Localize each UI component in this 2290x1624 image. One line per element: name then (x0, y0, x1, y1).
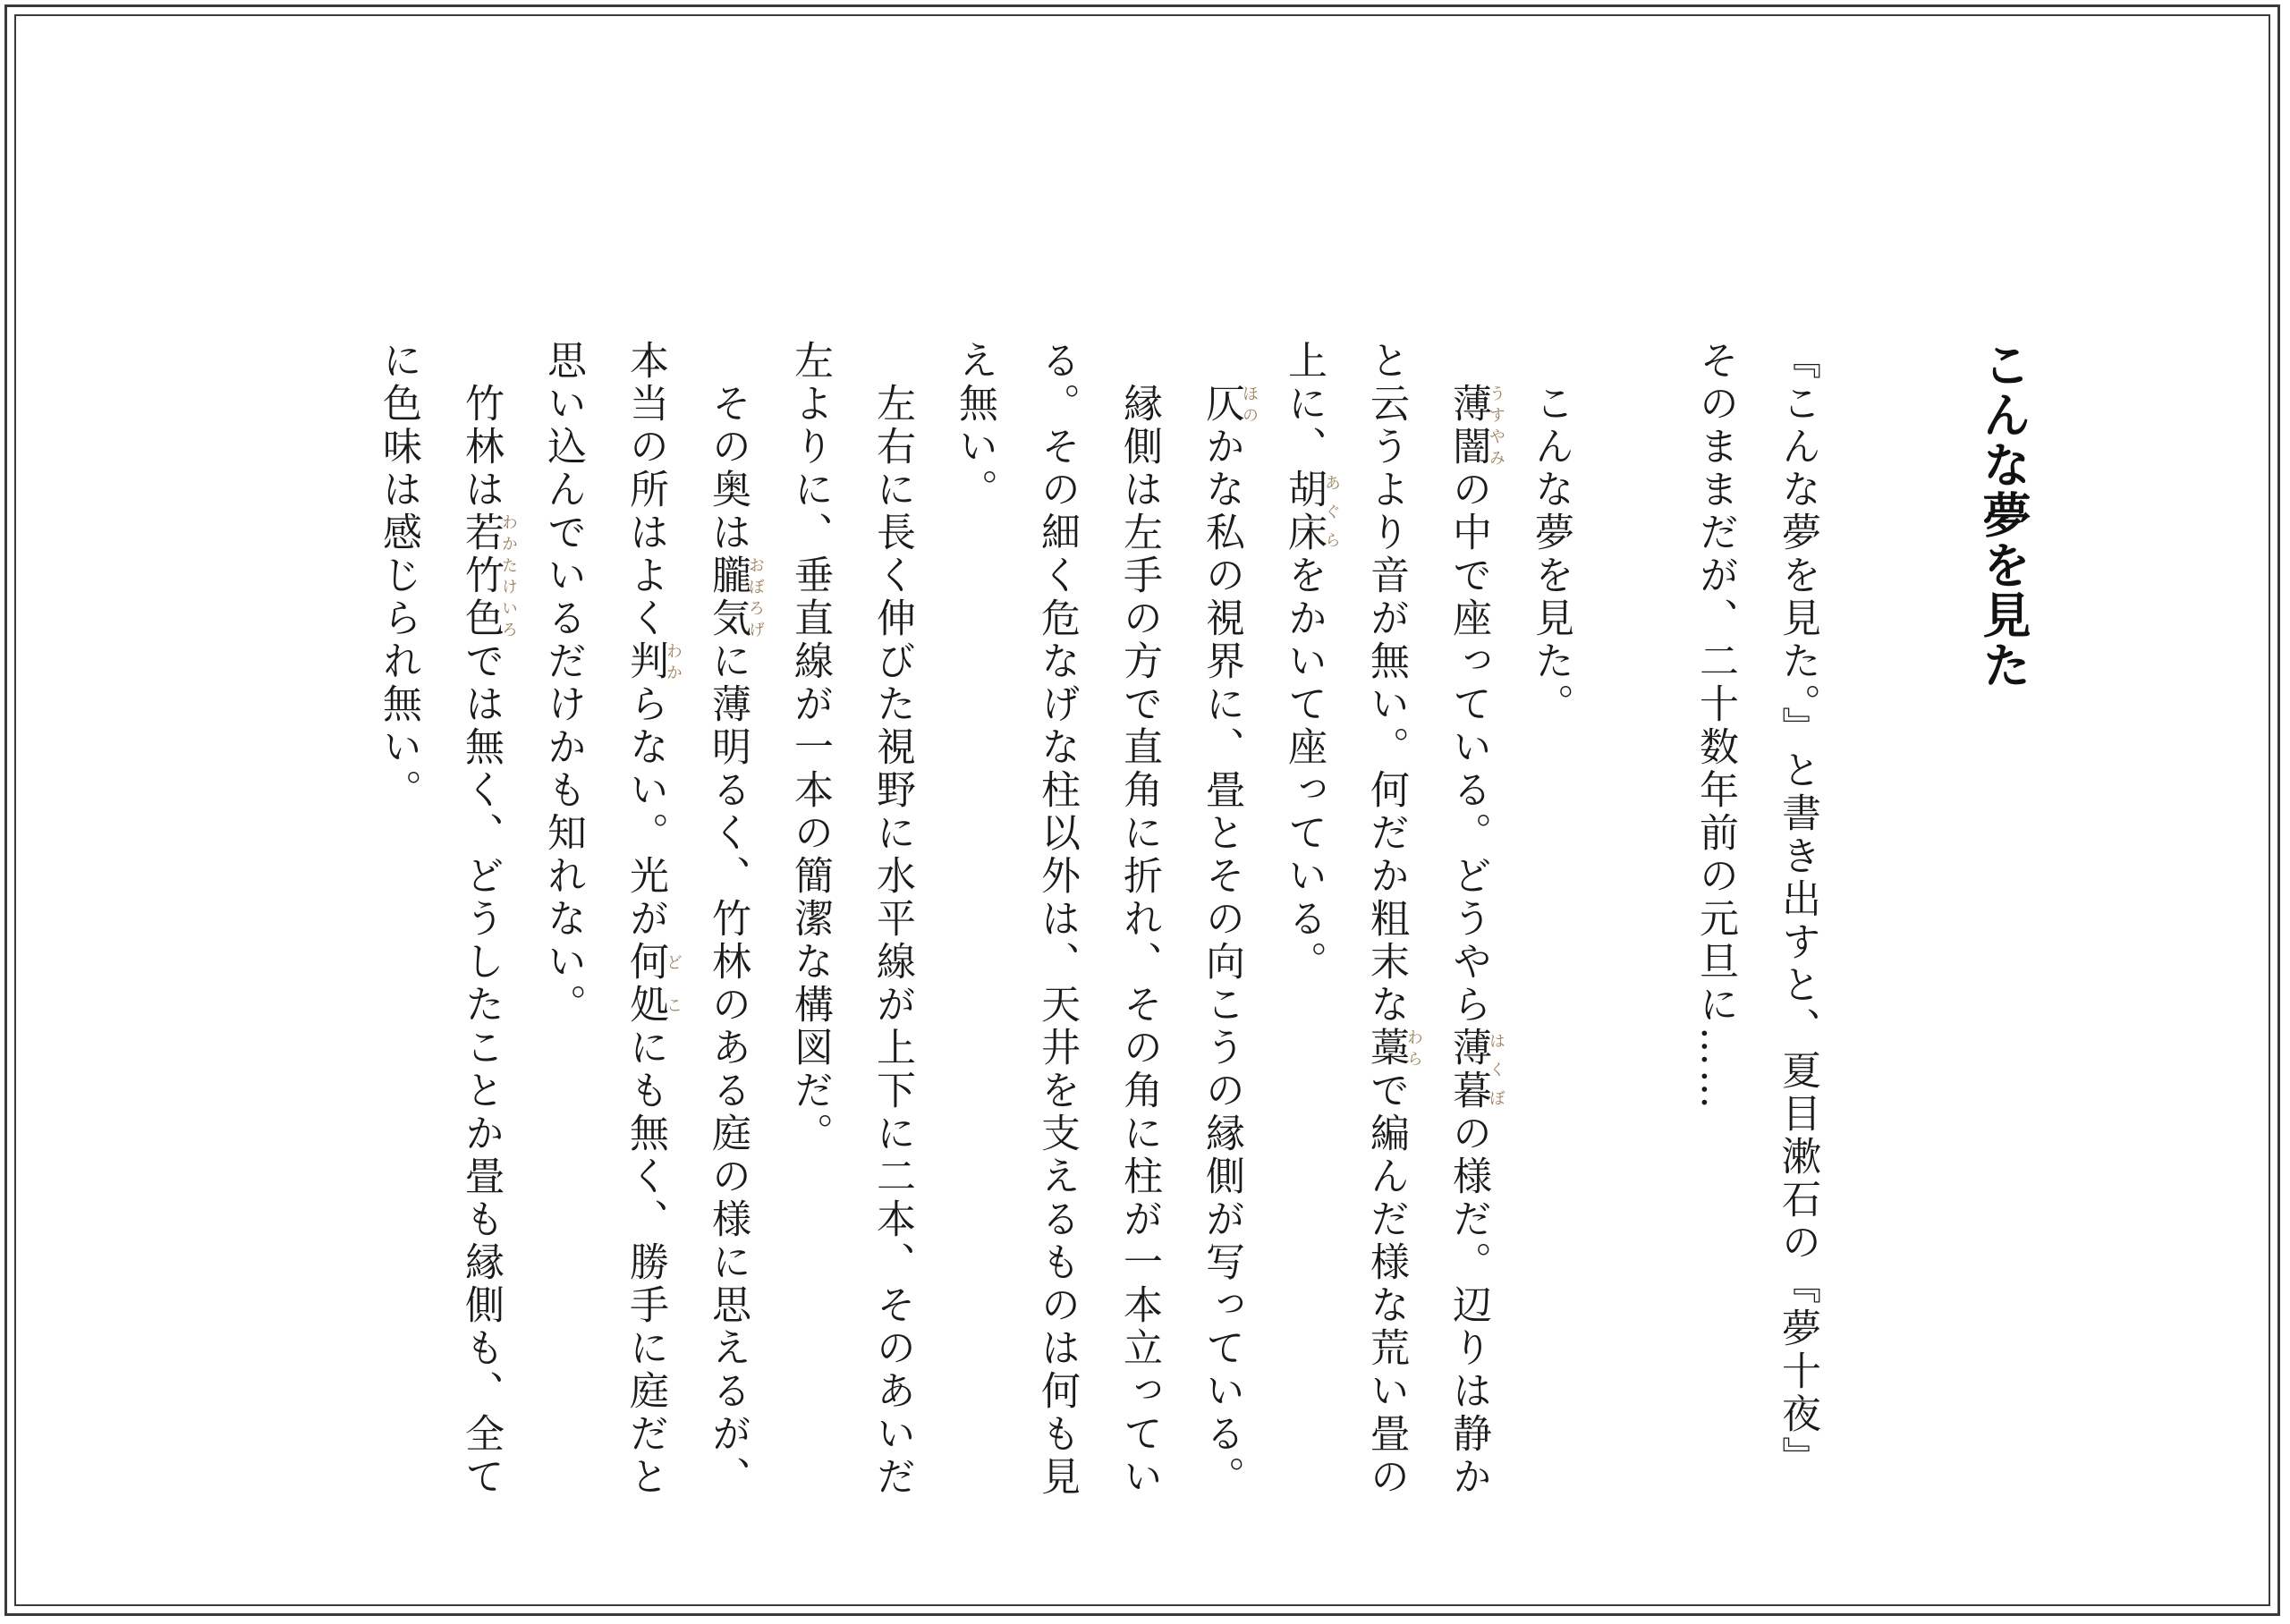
body-paragraph (1180, 340, 1262, 1502)
text-run: に薄明るく、竹林のある庭の様に思えるが、本当の所はよく (623, 340, 751, 1499)
furigana: どこ (664, 941, 683, 1027)
body-paragraph (1509, 340, 1591, 1502)
ruby-word: 仄ほの (1199, 383, 1259, 426)
text-run: 竹林は (458, 383, 504, 512)
body-paragraph (768, 340, 933, 1502)
text-run: で編んだ様な荒い畳の上に、 (1281, 340, 1409, 1499)
ruby-word: 若竹色わかたけいろ (458, 512, 518, 640)
text-run: にも無く、勝手に庭だと思い込んでいるだけかも知れない。 (540, 340, 668, 1499)
body-paragraph (1262, 340, 1509, 1502)
ruby-word: 藁わら (1363, 1027, 1423, 1070)
body-paragraph (522, 340, 768, 1502)
furigana: はくぼ (1487, 1027, 1505, 1112)
page-title: こんな夢を見た (1975, 340, 2032, 690)
ruby-word: 胡床あぐら (1281, 469, 1341, 554)
ruby-word: 薄暮はくぼ (1446, 1027, 1505, 1112)
body-paragraph (933, 340, 1180, 1502)
ruby-word: 何処どこ (623, 941, 683, 1027)
text-run: かな私の視界に、畳とその向こうの縁側が写っている。 (1199, 426, 1244, 1499)
ruby-word: 朧気おぼろげ (705, 554, 765, 640)
text-run: 縁側は左手の方で直角に折れ、その角に柱が一本立っている。その細く危なげな柱以外は、天井を支えるものは何も見え無い。 (952, 340, 1162, 1499)
vertical-text-page (268, 340, 2040, 1502)
intro-line-1: 『こんな夢を見た。』と書き出すと、夏目漱石の『夢十夜』 (1775, 340, 1820, 1479)
text-run: その奥は (705, 383, 751, 554)
furigana: わか (664, 640, 683, 683)
furigana: おぼろげ (746, 554, 765, 640)
ruby-word: 薄闇うすやみ (1446, 383, 1505, 469)
text-run: では無く、どうしたことか畳も縁側も、全てに色味は感じられ無い。 (376, 340, 504, 1499)
furigana: あぐら (1322, 469, 1341, 554)
body-text (357, 340, 1591, 1502)
text-run: の様だ。辺りは静かと云うより音が無い。何だか粗末な (1363, 340, 1491, 1499)
furigana: わら (1404, 1027, 1423, 1070)
furigana: ほの (1240, 383, 1259, 426)
text-run: 左右に長く伸びた視野に水平線が上下に二本、そのあいだ左よりに、垂直線が一本の簡潔な構図だ。 (787, 340, 915, 1499)
text-run: らない。光が (623, 683, 668, 941)
text-run: こんな夢を見た。 (1528, 383, 1573, 726)
furigana: わかたけいろ (499, 512, 518, 640)
ruby-word: 判わか (623, 640, 683, 683)
intro-line-2: そのままだが、二十数年前の元旦に…… (1692, 340, 1738, 1112)
furigana: うすやみ (1487, 383, 1505, 469)
text-run: をかいて座っている。 (1281, 554, 1327, 984)
body-paragraph (357, 340, 522, 1502)
text-run: の中で座っている。どうやら (1446, 469, 1491, 1027)
